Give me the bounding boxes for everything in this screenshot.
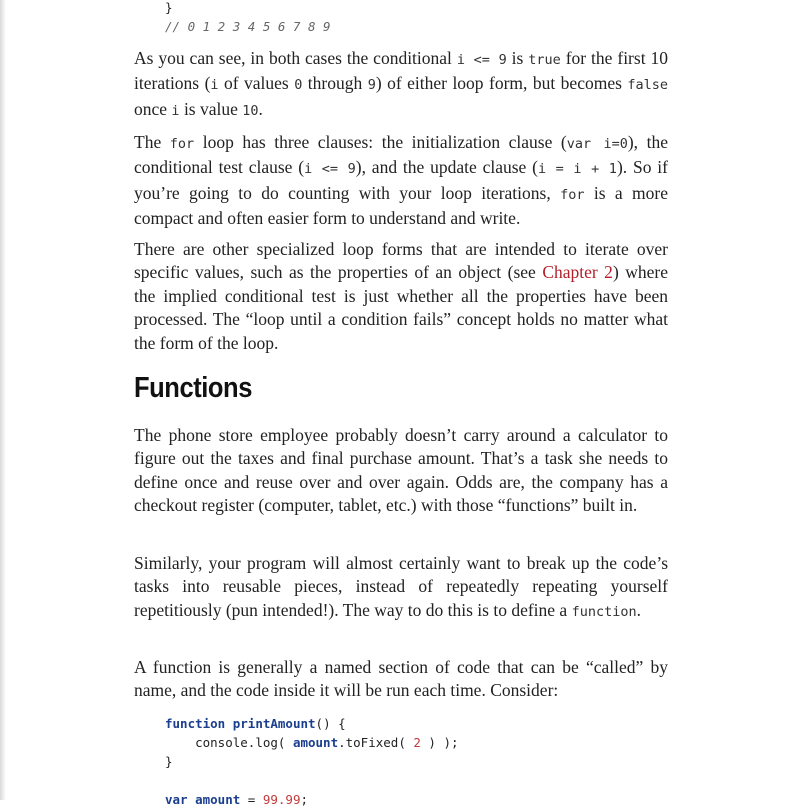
code-text: } (165, 754, 173, 769)
inline-code: var i=0 (566, 136, 628, 152)
paragraph-phone-store: The phone store employee probably doesn’t carry around a calculator to figure out the taxes and final purchase amount. That’s a task she needs to define once and reuse over and over again. Odds are, the company has a checkout register (computer, tablet, etc.) with those “functions” built in. (134, 425, 668, 516)
text: ). So if you’re going to do counting with your loop iterations, (134, 157, 668, 203)
paragraph-loop-conditional (134, 47, 668, 123)
chapter-2-link[interactable]: Chapter 2 (542, 262, 613, 283)
code-text: ) ); (420, 735, 459, 750)
code-keyword: function (165, 716, 226, 731)
inline-code: 10 (242, 102, 259, 119)
paragraph-reusable-pieces (134, 552, 668, 624)
code-block-function (165, 714, 459, 809)
text: of values (218, 73, 295, 94)
text: The (134, 132, 170, 152)
text: once (134, 98, 172, 119)
inline-code: i <= 9 (304, 161, 356, 178)
text: through (302, 73, 368, 94)
paragraph-for-loop-clauses (134, 131, 668, 231)
text: is a more compact and often easier form to understand and write. (134, 182, 668, 229)
code-function-name: printAmount (232, 716, 316, 731)
text: for the first 10 iterations ( (134, 48, 668, 94)
code-text: () { (315, 716, 346, 731)
page-edge-shadow (0, 0, 6, 800)
inline-code: for (560, 186, 585, 203)
inline-code: for (169, 136, 195, 152)
section-heading: Functions (134, 372, 252, 404)
text: loop has three clauses: the initialization clause ( (194, 132, 567, 152)
paragraph-specialized-loops (134, 238, 668, 355)
text: . (636, 599, 641, 620)
code-text: = (240, 792, 263, 807)
text: ) where the implied conditional test is just whether all the properties have been processed. The “loop until a condition fails” concept holds no matter what the form of the loop. (134, 262, 668, 353)
inline-code: true (528, 52, 561, 68)
code-text: .toFixed( (338, 735, 414, 750)
inline-code: function (571, 603, 637, 620)
code-comment: // 0 1 2 3 4 5 6 7 8 9 (165, 19, 331, 34)
text: ), and the update clause ( (355, 157, 538, 178)
code-text: ; (300, 792, 309, 807)
inline-code: 0 (294, 77, 303, 94)
text: ) of either loop form, but becomes (375, 73, 628, 94)
inline-code: false (627, 77, 668, 94)
inline-code: 9 (367, 77, 376, 94)
code-variable: amount (292, 735, 339, 750)
inline-code: i (210, 77, 219, 94)
text: There are other specialized loop forms that are intended to iterate over specific values, such as the properties of an object (see (134, 239, 668, 283)
text: is (506, 48, 529, 68)
text: is value (179, 98, 243, 119)
paragraph-function-definition: A function is generally a named section of code that can be “called” by name, and the code inside it will be run each time. Consider: (134, 657, 668, 701)
code-variable: amount (195, 792, 241, 807)
text: . (258, 98, 263, 119)
inline-code: i = i + 1 (537, 161, 617, 178)
text: Similarly, your program will almost certainly want to break up the code’s tasks into reusable pieces, instead of repeatedly repeating yourself repetitiously (pun intended!). The way to do this is to define a (134, 553, 668, 620)
code-text: console.log( (195, 735, 293, 750)
text: As you can see, in both cases the conditional (134, 48, 457, 68)
code-number: 2 (413, 735, 421, 750)
text: ), the conditional test clause ( (134, 132, 668, 178)
inline-code: i <= 9 (456, 52, 507, 68)
code-keyword: var (165, 792, 188, 807)
inline-code: i (171, 102, 180, 119)
code-number: 99.99 (262, 792, 301, 807)
code-closing-brace: } (165, 0, 173, 15)
code-block-top (165, 0, 331, 36)
